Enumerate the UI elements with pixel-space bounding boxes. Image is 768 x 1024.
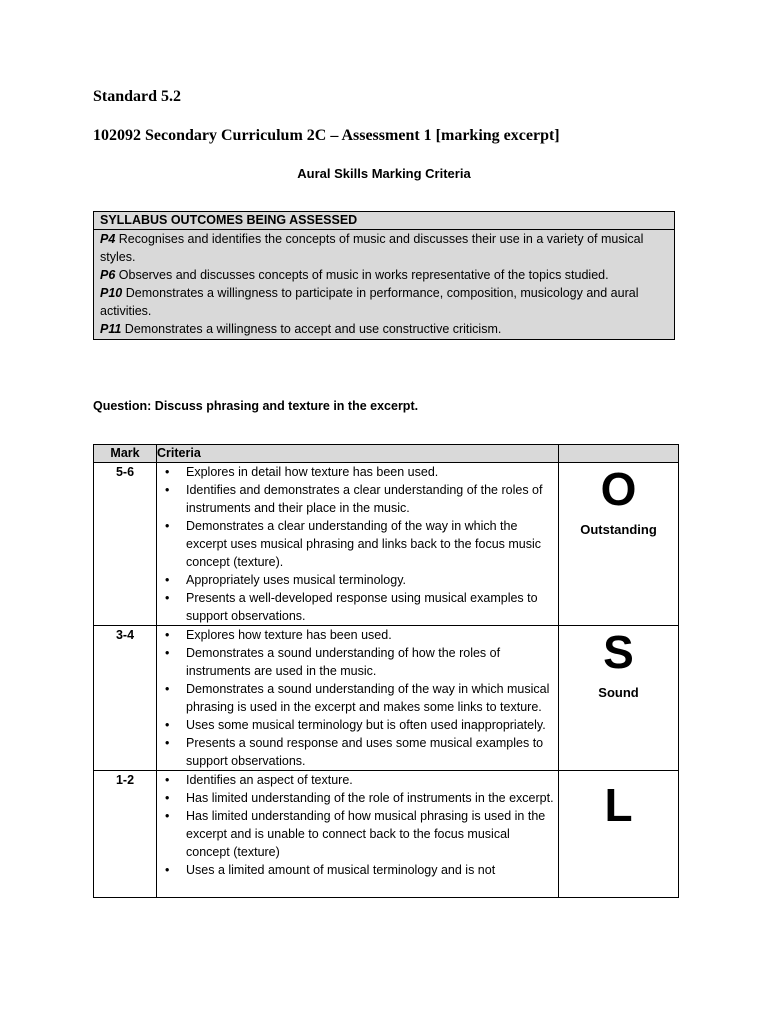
criteria-item: • Presents a well-developed response using musical examples to support observations.	[157, 589, 554, 625]
criteria-item: • Demonstrates a sound understanding of the way in which musical phrasing is used in the excerpt and makes some links to texture.	[157, 680, 554, 716]
marking-criteria-subtitle: Aural Skills Marking Criteria	[297, 166, 471, 181]
criteria-item: • Identifies and demonstrates a clear understanding of the roles of instruments and their place in the music.	[157, 481, 554, 517]
criteria-cell	[157, 771, 559, 898]
grade-cell	[559, 626, 679, 771]
table-row	[94, 771, 679, 898]
grade-cell	[559, 771, 679, 898]
outcome-text: Recognises and identifies the concepts of music and discusses their use in a variety of musical styles.	[100, 232, 644, 264]
criteria-item: • Identifies an aspect of texture.	[157, 771, 554, 789]
grade-cell	[559, 463, 679, 626]
standard-heading: Standard 5.2	[93, 88, 182, 105]
criteria-item: • Presents a sound response and uses some musical examples to support observations.	[157, 734, 554, 770]
outcome-item	[100, 266, 668, 284]
criteria-item: • Demonstrates a clear understanding of the way in which the excerpt uses musical phrasing and links back to the focus music concept (texture).	[157, 517, 554, 571]
mark-column-header: Mark	[94, 445, 157, 463]
table-row	[94, 626, 679, 771]
criteria-column-header: Criteria	[157, 445, 559, 463]
criteria-cell	[157, 626, 559, 771]
grade-word: Sound	[598, 685, 639, 700]
marking-criteria-table	[93, 444, 679, 898]
criteria-item: • Demonstrates a sound understanding of how the roles of instruments are used in the music.	[157, 644, 554, 680]
outcome-item	[100, 320, 668, 338]
grade-letter: L	[604, 779, 633, 831]
outcome-code: P11	[100, 322, 122, 336]
outcome-text: Demonstrates a willingness to accept and use constructive criticism.	[121, 322, 502, 336]
question-text: Question: Discuss phrasing and texture in the excerpt.	[93, 399, 419, 413]
outcome-code: P6	[100, 268, 116, 282]
outcome-item	[100, 284, 668, 320]
mark-range: 3-4	[94, 626, 157, 771]
grade-letter: O	[600, 463, 637, 515]
outcomes-list	[94, 230, 674, 339]
criteria-item: • Uses some musical terminology but is often used inappropriately.	[157, 716, 554, 734]
criteria-item: • Appropriately uses musical terminology.	[157, 571, 554, 589]
outcome-code: P10	[100, 286, 123, 300]
table-header-row	[94, 445, 679, 463]
grade-word: Outstanding	[580, 522, 657, 537]
table-row	[94, 463, 679, 626]
criteria-item: • Has limited understanding of how musical phrasing is used in the excerpt and is unable to connect back to the focus musical concept (texture)	[157, 807, 554, 861]
criteria-item: • Explores how texture has been used.	[157, 626, 554, 644]
grade-letter: S	[603, 626, 634, 678]
syllabus-outcomes-box	[93, 211, 675, 340]
mark-range: 1-2	[94, 771, 157, 898]
outcome-text: Demonstrates a willingness to participate in performance, composition, musicology and aural activities.	[100, 286, 639, 318]
mark-range: 5-6	[94, 463, 157, 626]
criteria-item: • Explores in detail how texture has been used.	[157, 463, 554, 481]
outcome-code: P4	[100, 232, 116, 246]
outcome-text: Observes and discusses concepts of music in works representative of the topics studied.	[115, 268, 609, 282]
outcome-item	[100, 230, 668, 266]
document-title: 102092 Secondary Curriculum 2C – Assessment 1 [marking excerpt]	[93, 127, 560, 144]
grade-column-header	[559, 445, 679, 463]
criteria-item: • Has limited understanding of the role of instruments in the excerpt.	[157, 789, 554, 807]
outcomes-heading: SYLLABUS OUTCOMES BEING ASSESSED	[94, 212, 674, 230]
criteria-cell	[157, 463, 559, 626]
criteria-item: • Uses a limited amount of musical terminology and is not	[157, 861, 554, 879]
